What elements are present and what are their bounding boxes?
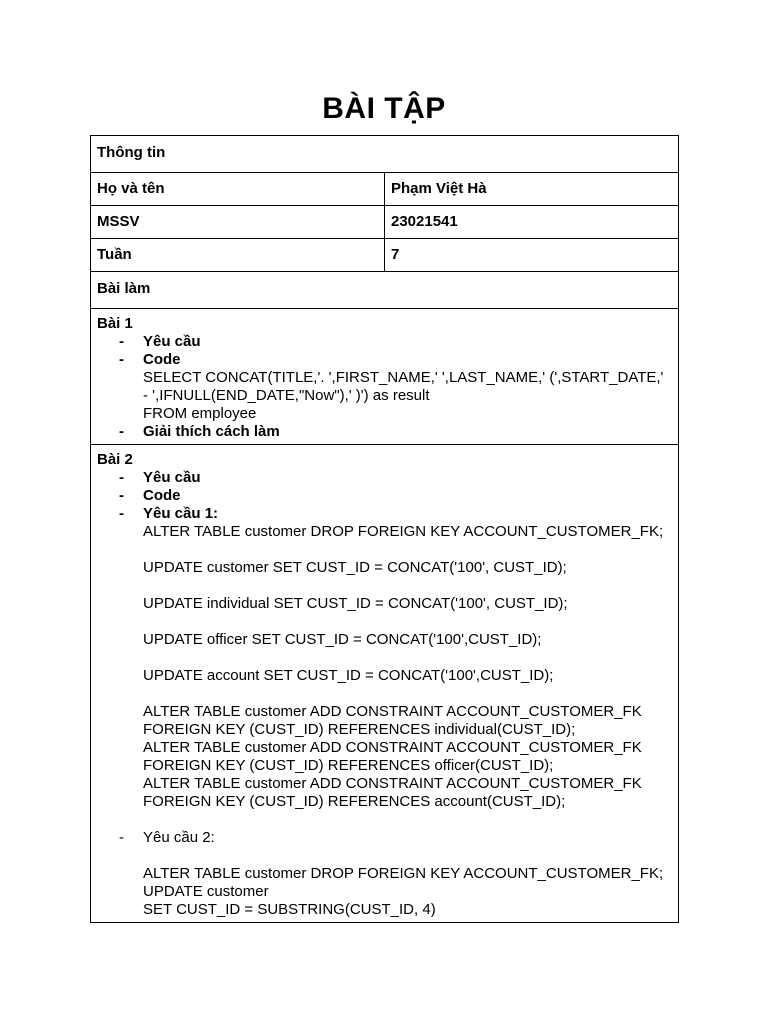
exercise-1-list-end	[97, 423, 672, 441]
code-line: ALTER TABLE customer ADD CONSTRAINT ACCOUNT_CUSTOMER_FK	[143, 739, 642, 756]
list-item	[97, 487, 672, 505]
code-line: ALTER TABLE customer ADD CONSTRAINT ACCOUNT_CUSTOMER_FK	[143, 775, 642, 792]
code-line: ALTER TABLE customer ADD CONSTRAINT ACCOUNT_CUSTOMER_FK	[143, 703, 642, 720]
exercise-2-list	[97, 469, 672, 523]
document-title: BÀI TẬP	[322, 92, 446, 125]
name-value: Phạm Việt Hà	[385, 173, 679, 206]
code-line: ALTER TABLE customer DROP FOREIGN KEY ACCOUNT_CUSTOMER_FK;	[143, 865, 664, 882]
list-item	[97, 469, 672, 487]
code-line	[97, 541, 672, 559]
code-line: SET CUST_ID = SUBSTRING(CUST_ID, 4)	[143, 901, 436, 918]
code-line: SELECT CONCAT(TITLE,'. ',FIRST_NAME,' ',LAST_NAME,' (',START_DATE,' - ',IFNULL(END_DATE,"Now"),' )') as result	[143, 369, 664, 404]
bullet-dash: -	[119, 487, 124, 504]
exercise-1	[91, 309, 679, 445]
name-label: Họ và tên	[91, 173, 385, 206]
requirement-2-code	[97, 847, 672, 919]
requirement-label: Yêu cầu	[143, 333, 201, 350]
exercise-2-list-2	[97, 829, 672, 847]
code-label: Code	[143, 351, 181, 368]
student-id-value: 23021541	[385, 206, 679, 239]
bullet-dash: -	[119, 423, 124, 440]
code-line: UPDATE customer SET CUST_ID = CONCAT('100', CUST_ID);	[143, 559, 567, 576]
list-item	[97, 423, 672, 441]
assignment-table	[90, 135, 679, 923]
code-line	[97, 811, 672, 829]
bullet-dash: -	[119, 829, 124, 846]
requirement-label: Yêu cầu	[143, 469, 201, 486]
code-line: FOREIGN KEY (CUST_ID) REFERENCES individual(CUST_ID);	[143, 721, 576, 738]
code-line: ALTER TABLE customer DROP FOREIGN KEY ACCOUNT_CUSTOMER_FK;	[143, 523, 664, 540]
exercise-1-title: Bài 1	[97, 315, 133, 332]
info-heading: Thông tin	[91, 136, 679, 173]
exercise-1-list	[97, 333, 672, 369]
exercise-2-title: Bài 2	[97, 451, 133, 468]
code-line	[97, 613, 672, 631]
list-item	[97, 505, 672, 523]
code-line: FROM employee	[143, 405, 257, 422]
code-line: UPDATE customer	[143, 883, 269, 900]
code-line: FOREIGN KEY (CUST_ID) REFERENCES account(CUST_ID);	[143, 793, 566, 810]
exercise-2	[91, 445, 679, 923]
list-item	[97, 351, 672, 369]
bullet-dash: -	[119, 505, 124, 522]
code-line	[97, 577, 672, 595]
bullet-dash: -	[119, 351, 124, 368]
code-line: UPDATE account SET CUST_ID = CONCAT('100',CUST_ID);	[143, 667, 554, 684]
code-label: Code	[143, 487, 181, 504]
code-line	[97, 685, 672, 703]
week-label: Tuần	[91, 239, 385, 272]
requirement-2-label: Yêu cầu 2:	[143, 829, 215, 846]
bullet-dash: -	[119, 333, 124, 350]
work-heading: Bài làm	[91, 272, 679, 309]
list-item	[97, 333, 672, 351]
list-item	[97, 829, 672, 847]
student-id-label: MSSV	[91, 206, 385, 239]
info-row-week	[91, 239, 679, 272]
bullet-dash: -	[119, 469, 124, 486]
explanation-label: Giải thích cách làm	[143, 423, 280, 440]
requirement-1-code	[97, 523, 672, 829]
code-line: UPDATE individual SET CUST_ID = CONCAT('100', CUST_ID);	[143, 595, 568, 612]
code-line: UPDATE officer SET CUST_ID = CONCAT('100',CUST_ID);	[143, 631, 542, 648]
code-line	[97, 649, 672, 667]
info-row-name	[91, 173, 679, 206]
info-row-student-id	[91, 206, 679, 239]
requirement-1-label: Yêu cầu 1:	[143, 505, 219, 522]
code-line: FOREIGN KEY (CUST_ID) REFERENCES officer(CUST_ID);	[143, 757, 554, 774]
code-line	[97, 847, 672, 865]
week-value: 7	[385, 239, 679, 272]
